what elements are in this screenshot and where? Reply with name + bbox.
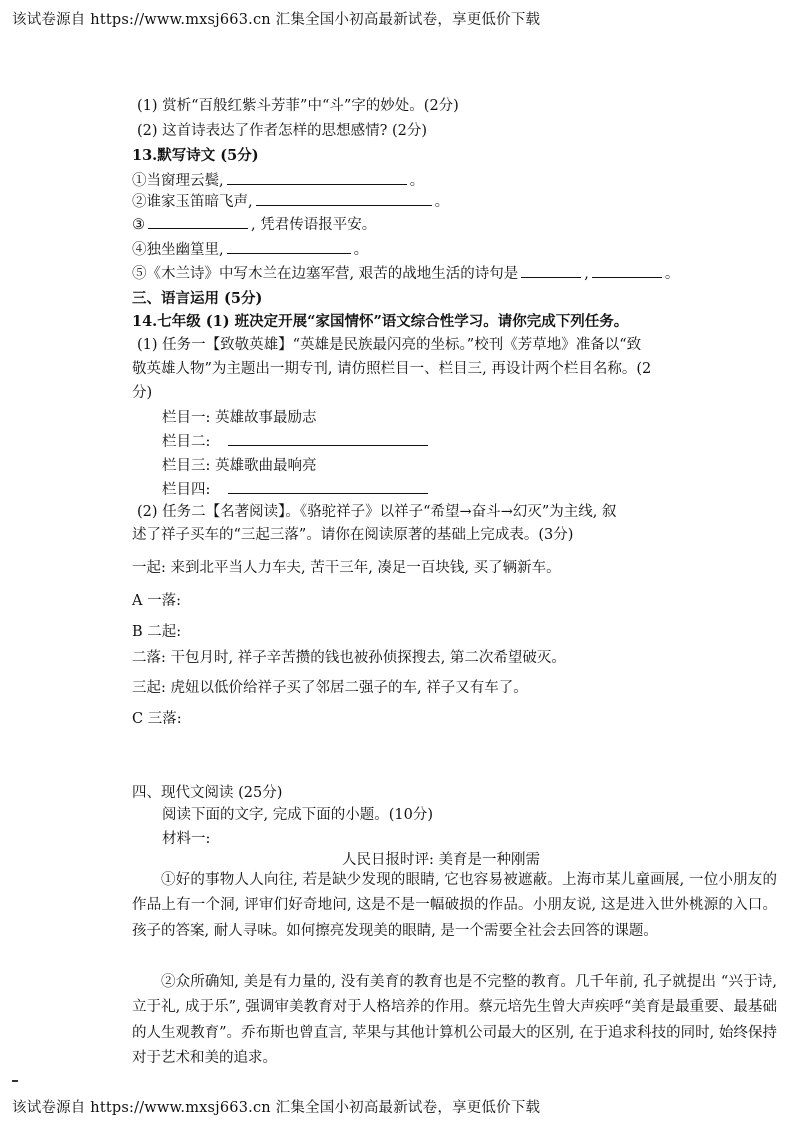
item-end: 。 <box>409 173 425 189</box>
answer-blank <box>228 492 428 494</box>
article-paragraph-1: ①好的事物人人向往, 若是缺少发现的眼睛, 它也容易被遮蔽。上海市某儿童画展, 一位小朋友的作品上有一个洞, 评审们好奇地问, 这是不是一幅破损的作品。小朋友说, 这是进入世外桃源的入口。孩子的答案, 耐人寻味。如何擦亮发现美的眼睛, 是一个需要全社会去回答的课题。 <box>132 872 777 939</box>
first-fall-a: A 一落: <box>132 593 181 609</box>
item-text: ②谁家玉笛暗飞声, <box>132 194 253 210</box>
answer-blank <box>521 276 581 278</box>
question-12-part-1: (1) 赏析“百般红紫斗芳菲”中“斗”字的妙处。(2分) <box>137 98 459 114</box>
column-4 <box>162 478 431 499</box>
question-14-title: 14.七年级 (1) 班决定开展“家国情怀”语文综合性学习。请你完成下列任务。 <box>132 313 629 330</box>
reading-instruction: 阅读下面的文字, 完成下面的小题。(10分) <box>162 807 433 823</box>
second-fall: 二落: 干包月时, 祥子辛苦攒的钱也被孙侦探搜去, 第二次希望破灭。 <box>132 650 566 666</box>
item-text: ⑤《木兰诗》中写木兰在边塞军营, 艰苦的战地生活的诗句是 <box>132 266 519 282</box>
item-end: 。 <box>434 194 450 210</box>
question-13-item-1 <box>132 169 424 190</box>
stray-mark <box>12 1080 18 1082</box>
column-2 <box>162 430 431 451</box>
section-3-heading: 三、语言运用 (5分) <box>132 290 263 307</box>
item-sep: , <box>584 266 589 282</box>
first-rise: 一起: 来到北平当人力车夫, 苦干三年, 凑足一百块钱, 买了辆新车。 <box>132 560 561 576</box>
question-14-task-1-line-2: 敬英雄人物”为主题出一期专刊, 请仿照栏目一、栏目三, 再设计两个栏目名称。(2 <box>132 361 652 377</box>
page-footer: 该试卷源自 https://www.mxsj663.cn 汇集全国小初高最新试卷，享更低价下载 <box>12 1100 541 1116</box>
article-title: 人民日报时评: 美育是一种刚需 <box>342 852 540 868</box>
question-12-part-2: (2) 这首诗表达了作者怎样的思想感情? (2分) <box>137 123 428 139</box>
column-1: 栏目一: 英雄故事最励志 <box>162 410 317 426</box>
item-text: ①当窗理云鬓, <box>132 173 224 189</box>
answer-blank <box>592 276 662 278</box>
answer-blank <box>227 183 407 185</box>
question-13-item-3 <box>132 213 376 234</box>
item-end: , 凭君传语报平安。 <box>251 217 377 233</box>
article-paragraph-2: ②众所确知, 美是有力量的, 没有美育的教育也是不完整的教育。几千年前, 孔子就提出 “兴于诗, 立于礼, 成于乐”, 强调审美教育对于人格培养的作用。蔡元培先生曾大声疾呼“美育是最重要、最基础的人生观教育”。乔布斯也曾直言, 苹果与其他计算机公司最大的区别, 在于追求科技的同时, 始终保持对于艺术和美的追求。 <box>132 974 777 1066</box>
item-end: 。 <box>353 242 369 258</box>
question-14-task-1-line-1: (1) 任务一【致敬英雄】“英雄是民族最闪亮的坐标。”校刊《芳草地》准备以“致 <box>137 337 642 353</box>
question-13-item-4 <box>132 238 368 259</box>
answer-blank <box>227 252 351 254</box>
item-text: ③ <box>132 217 145 233</box>
column-4-label: 栏目四: <box>162 482 211 498</box>
section-4-heading: 四、现代文阅读 (25分) <box>132 785 283 801</box>
third-fall-c: C 三落: <box>132 711 182 727</box>
material-label: 材料一: <box>162 831 211 847</box>
item-text: ④独坐幽篁里, <box>132 242 224 258</box>
question-13-item-2 <box>132 190 449 211</box>
question-13-item-5 <box>132 262 679 283</box>
question-14-task-2-line-1: (2) 任务二【名著阅读】。《骆驼祥子》以祥子“希望→奋斗→幻灭”为主线, 叙 <box>137 504 617 520</box>
answer-blank <box>148 227 248 229</box>
third-rise: 三起: 虎妞以低价给祥子买了邻居二强子的车, 祥子又有车了。 <box>132 680 528 696</box>
page-header: 该试卷源自 https://www.mxsj663.cn 汇集全国小初高最新试卷，享更低价下载 <box>12 12 541 28</box>
answer-blank <box>256 204 432 206</box>
second-rise-b: B 二起: <box>132 624 182 640</box>
item-end: 。 <box>664 266 680 282</box>
answer-blank <box>228 444 428 446</box>
question-14-task-2-line-2: 述了祥子买车的“三起三落”。请你在阅读原著的基础上完成表。(3分) <box>132 527 574 543</box>
column-3: 栏目三: 英雄歌曲最响亮 <box>162 458 317 474</box>
question-14-task-1-line-3: 分) <box>132 385 153 401</box>
question-13-title: 13.默写诗文 (5分) <box>132 147 259 164</box>
column-2-label: 栏目二: <box>162 434 211 450</box>
